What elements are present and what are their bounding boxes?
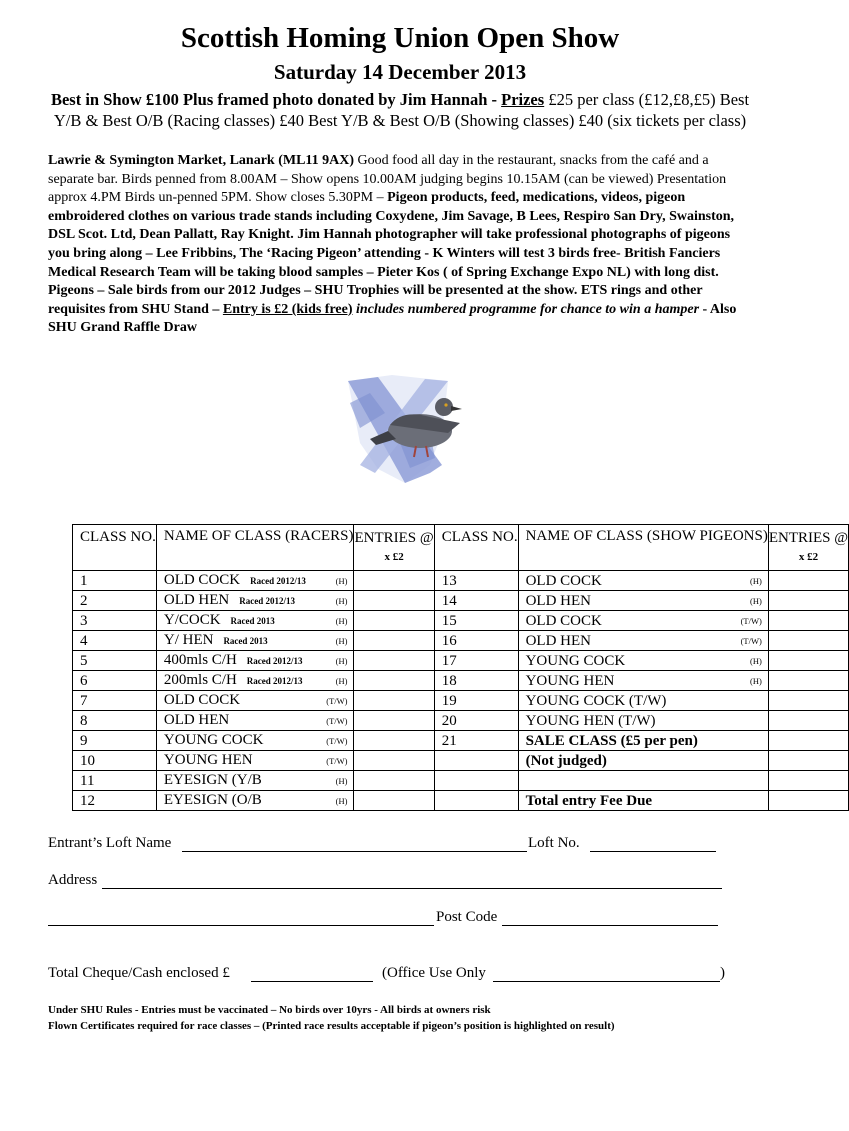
footer-rules [48, 1003, 615, 1034]
table-row [73, 671, 849, 691]
class-name [156, 711, 354, 731]
class-name-2 [518, 691, 768, 711]
entries-cell[interactable] [354, 751, 434, 771]
class-name-text: OLD HEN [163, 712, 230, 728]
entries-cell[interactable] [354, 711, 434, 731]
class-name-2 [518, 731, 768, 751]
total-label: Total Cheque/Cash enclosed £ [48, 965, 230, 981]
class-no: 6 [73, 671, 157, 691]
class-name-text: OLD HEN [163, 592, 230, 608]
class-name-text: 400mls C/H [163, 652, 237, 668]
entries-price: x £2 [798, 551, 819, 563]
entries-cell-2[interactable] [768, 691, 848, 711]
class-name-text: YOUNG COCK [163, 732, 264, 748]
entries-cell-2[interactable] [768, 671, 848, 691]
class-name-2 [518, 771, 768, 791]
class-no-2 [434, 751, 518, 771]
class-name-2 [518, 751, 768, 771]
class-name [156, 651, 354, 671]
table-row [73, 571, 849, 591]
class-tag-2: (H) [750, 596, 762, 606]
loft-no-label: Loft No. [528, 835, 580, 851]
prizes-text [40, 89, 760, 131]
class-name-text: EYESIGN (O/B [163, 792, 262, 808]
table-row [73, 631, 849, 651]
entries-cell[interactable] [354, 691, 434, 711]
table-row [73, 711, 849, 731]
class-no: 9 [73, 731, 157, 751]
class-name-2-text: Total entry Fee Due [525, 792, 653, 809]
entries-cell-2[interactable] [768, 771, 848, 791]
address-field[interactable] [102, 888, 722, 889]
class-name-2 [518, 631, 768, 651]
shu-pigeon-logo [330, 373, 480, 493]
class-tag: (H) [335, 616, 348, 626]
table-row [73, 691, 849, 711]
class-no: 5 [73, 651, 157, 671]
class-no: 10 [73, 751, 157, 771]
class-raced: Raced 2012/13 [239, 596, 296, 606]
class-tag-2: (T/W) [740, 616, 762, 626]
header-entries [354, 525, 434, 571]
entries-cell-2[interactable] [768, 591, 848, 611]
entries-price: x £2 [384, 551, 404, 563]
class-no-2: 14 [434, 591, 518, 611]
class-no: 11 [73, 771, 157, 791]
entries-cell-2[interactable] [768, 631, 848, 651]
entries-cell[interactable] [354, 631, 434, 651]
entries-cell-2[interactable] [768, 571, 848, 591]
entries-table [72, 524, 849, 811]
entries-label: ENTRIES @ [354, 530, 434, 546]
loft-no-field[interactable] [590, 851, 716, 852]
trade-info: Pigeon products, feed, medications, videos, pigeon embroidered clothes on various trade stands including Coxydene, Jim Savage, B Lees, Respiro San Dry, Swainston, DSL Scot. Ltd, Dean Pallatt, Ray Knight. Jim Hannah photographer will take professional photographs of pigeons you bring along – Lee Fribbins, The ‘Racing Pigeon’ attending - K Winters will test 3 birds free- British Fanciers Medical Research Team will be taking blood samples – Pieter Kos ( of Spring Exchange Expo NL) with long dist. Pigeons – Sale birds from our 2012 Judges – SHU Trophies will be presented at the show. ETS rings and other requisites from SHU Stand – [48, 190, 735, 317]
table-row [73, 731, 849, 751]
class-name [156, 771, 354, 791]
class-no: 4 [73, 631, 157, 651]
class-no-2: 15 [434, 611, 518, 631]
class-name-text: Y/ HEN [163, 632, 214, 648]
class-name [156, 571, 354, 591]
entries-cell-2[interactable] [768, 711, 848, 731]
class-no-2: 19 [434, 691, 518, 711]
raffle-info: - Also SHU Grand Raffle Draw [48, 301, 737, 336]
office-use-label: (Office Use Only [382, 965, 486, 981]
class-name-2 [518, 591, 768, 611]
class-tag: (H) [335, 776, 348, 786]
entries-cell-2[interactable] [768, 751, 848, 771]
header-name-racers: NAME OF CLASS (RACERS) [156, 525, 354, 571]
class-name-2 [518, 671, 768, 691]
class-raced: Raced 2012/13 [246, 656, 303, 666]
footer-line-1: Under SHU Rules - Entries must be vaccinated – No birds over 10yrs - All birds at owners risk [48, 1004, 491, 1016]
total-field[interactable] [251, 981, 373, 982]
class-no: 3 [73, 611, 157, 631]
class-name-2-text: YOUNG HEN [525, 672, 615, 689]
event-info [48, 152, 745, 338]
class-tag: (T/W) [326, 756, 348, 766]
loft-name-field[interactable] [182, 851, 527, 852]
address-field-2[interactable] [48, 925, 434, 926]
class-name-2-text: OLD COCK [525, 612, 602, 629]
entries-cell-2[interactable] [768, 791, 848, 811]
class-name [156, 691, 354, 711]
entry-fee: Entry is £2 (kids free) [222, 301, 353, 317]
class-name-text: OLD COCK [163, 572, 241, 588]
class-tag: (H) [335, 596, 348, 606]
post-code-field[interactable] [502, 925, 718, 926]
class-tag-2: (H) [750, 656, 762, 666]
class-name-2-text: OLD HEN [525, 632, 591, 649]
class-tag-2: (H) [750, 676, 762, 686]
class-no-2: 13 [434, 571, 518, 591]
prizes-label: Prizes [501, 90, 545, 109]
entries-cell-2[interactable] [768, 731, 848, 751]
class-raced: Raced 2012/13 [246, 676, 303, 686]
class-name-2-text: (Not judged) [525, 752, 607, 769]
class-name [156, 591, 354, 611]
class-name-2-text: YOUNG COCK [525, 652, 626, 669]
class-tag-2: (T/W) [740, 636, 762, 646]
class-no-2 [434, 771, 518, 791]
class-tag: (H) [335, 636, 348, 646]
class-raced: Raced 2012/13 [250, 576, 306, 586]
table-row [73, 771, 849, 791]
class-no: 2 [73, 591, 157, 611]
header-class-no-2: CLASS NO. [434, 525, 518, 571]
class-name [156, 611, 354, 631]
class-tag: (H) [335, 656, 348, 666]
class-name-2 [518, 571, 768, 591]
class-no-2: 18 [434, 671, 518, 691]
entries-cell[interactable] [354, 791, 434, 811]
header-class-no: CLASS NO. [73, 525, 157, 571]
class-name-2 [518, 711, 768, 731]
best-in-show: Best in Show £100 Plus framed photo donated by Jim Hannah - [50, 90, 502, 109]
class-tag: (H) [335, 796, 348, 806]
class-no: 1 [73, 571, 157, 591]
table-row [73, 791, 849, 811]
table-row [73, 651, 849, 671]
class-name-text: OLD COCK [163, 692, 241, 708]
details: Good food all day in the restaurant, snacks from the café and a separate bar. Birds penned from 8.00AM – Show opens 10.00AM judging begins 10.15AM (can be viewed) Presentation approx 4.PM Birds un-penned 5PM. Show closes 5.30PM – [48, 153, 727, 206]
class-name-2-text: YOUNG HEN (T/W) [525, 712, 656, 729]
event-date: Saturday 14 December 2013 [273, 60, 527, 84]
entries-cell[interactable] [354, 731, 434, 751]
entries-cell[interactable] [354, 591, 434, 611]
class-name-2 [518, 611, 768, 631]
class-no: 12 [73, 791, 157, 811]
class-name-text: YOUNG HEN [163, 752, 253, 768]
loft-name-label: Entrant’s Loft Name [48, 835, 172, 851]
header-entries-2 [768, 525, 848, 571]
class-no-2: 17 [434, 651, 518, 671]
office-use-field[interactable] [493, 981, 720, 982]
class-name-text: 200mls C/H [163, 672, 237, 688]
page-title: Scottish Homing Union Open Show [180, 22, 620, 54]
address-label: Address [48, 872, 98, 888]
class-name [156, 791, 354, 811]
class-no-2: 20 [434, 711, 518, 731]
class-name-text: Y/COCK [163, 612, 221, 628]
venue: Lawrie & Symington Market, Lanark (ML11 9AX) [48, 153, 355, 168]
class-raced: Raced 2013 [230, 616, 275, 626]
table-row [73, 591, 849, 611]
class-name-text: EYESIGN (Y/B [163, 772, 262, 788]
class-raced: Raced 2013 [223, 636, 268, 646]
entries-cell[interactable] [354, 671, 434, 691]
class-name-2 [518, 791, 768, 811]
class-tag: (T/W) [326, 716, 348, 726]
class-tag: (H) [335, 576, 348, 586]
class-tag: (T/W) [326, 736, 348, 746]
class-no-2 [434, 791, 518, 811]
class-name-2-text: OLD HEN [525, 592, 591, 609]
class-no-2: 16 [434, 631, 518, 651]
class-name-2-text: SALE CLASS (£5 per pen) [525, 732, 698, 749]
footer-line-2: Flown Certificates required for race classes – (Printed race results acceptable if pigeon’s position is highlighted on result) [48, 1019, 615, 1032]
class-name [156, 751, 354, 771]
entries-label: ENTRIES @ [768, 530, 849, 546]
post-code-label: Post Code [436, 909, 498, 925]
programme-info: includes numbered programme for chance to win a hamper [352, 301, 700, 317]
entries-cell-2[interactable] [768, 651, 848, 671]
class-name [156, 671, 354, 691]
entries-cell-2[interactable] [768, 611, 848, 631]
class-tag: (H) [335, 676, 348, 686]
class-name-2-text: OLD COCK [525, 572, 602, 589]
class-no-2: 21 [434, 731, 518, 751]
class-name [156, 631, 354, 651]
header-name-show: NAME OF CLASS (SHOW PIGEONS) [518, 525, 768, 571]
entries-cell[interactable] [354, 571, 434, 591]
class-no: 7 [73, 691, 157, 711]
prizes-details: £25 per class (£12,£8,£5) Best Y/B & Best O/B (Racing classes) £40 Best Y/B & Best O/B (Showing classes) £40 (six tickets per class) [53, 90, 750, 130]
table-row [73, 611, 849, 631]
entries-cell[interactable] [354, 651, 434, 671]
class-name [156, 731, 354, 751]
class-name-2 [518, 651, 768, 671]
class-tag: (T/W) [326, 696, 348, 706]
office-use-close: ) [720, 965, 725, 981]
entries-cell[interactable] [354, 771, 434, 791]
table-row [73, 751, 849, 771]
class-name-2-text: YOUNG COCK (T/W) [525, 692, 667, 709]
class-no: 8 [73, 711, 157, 731]
class-tag-2: (H) [750, 576, 762, 586]
entries-cell[interactable] [354, 611, 434, 631]
